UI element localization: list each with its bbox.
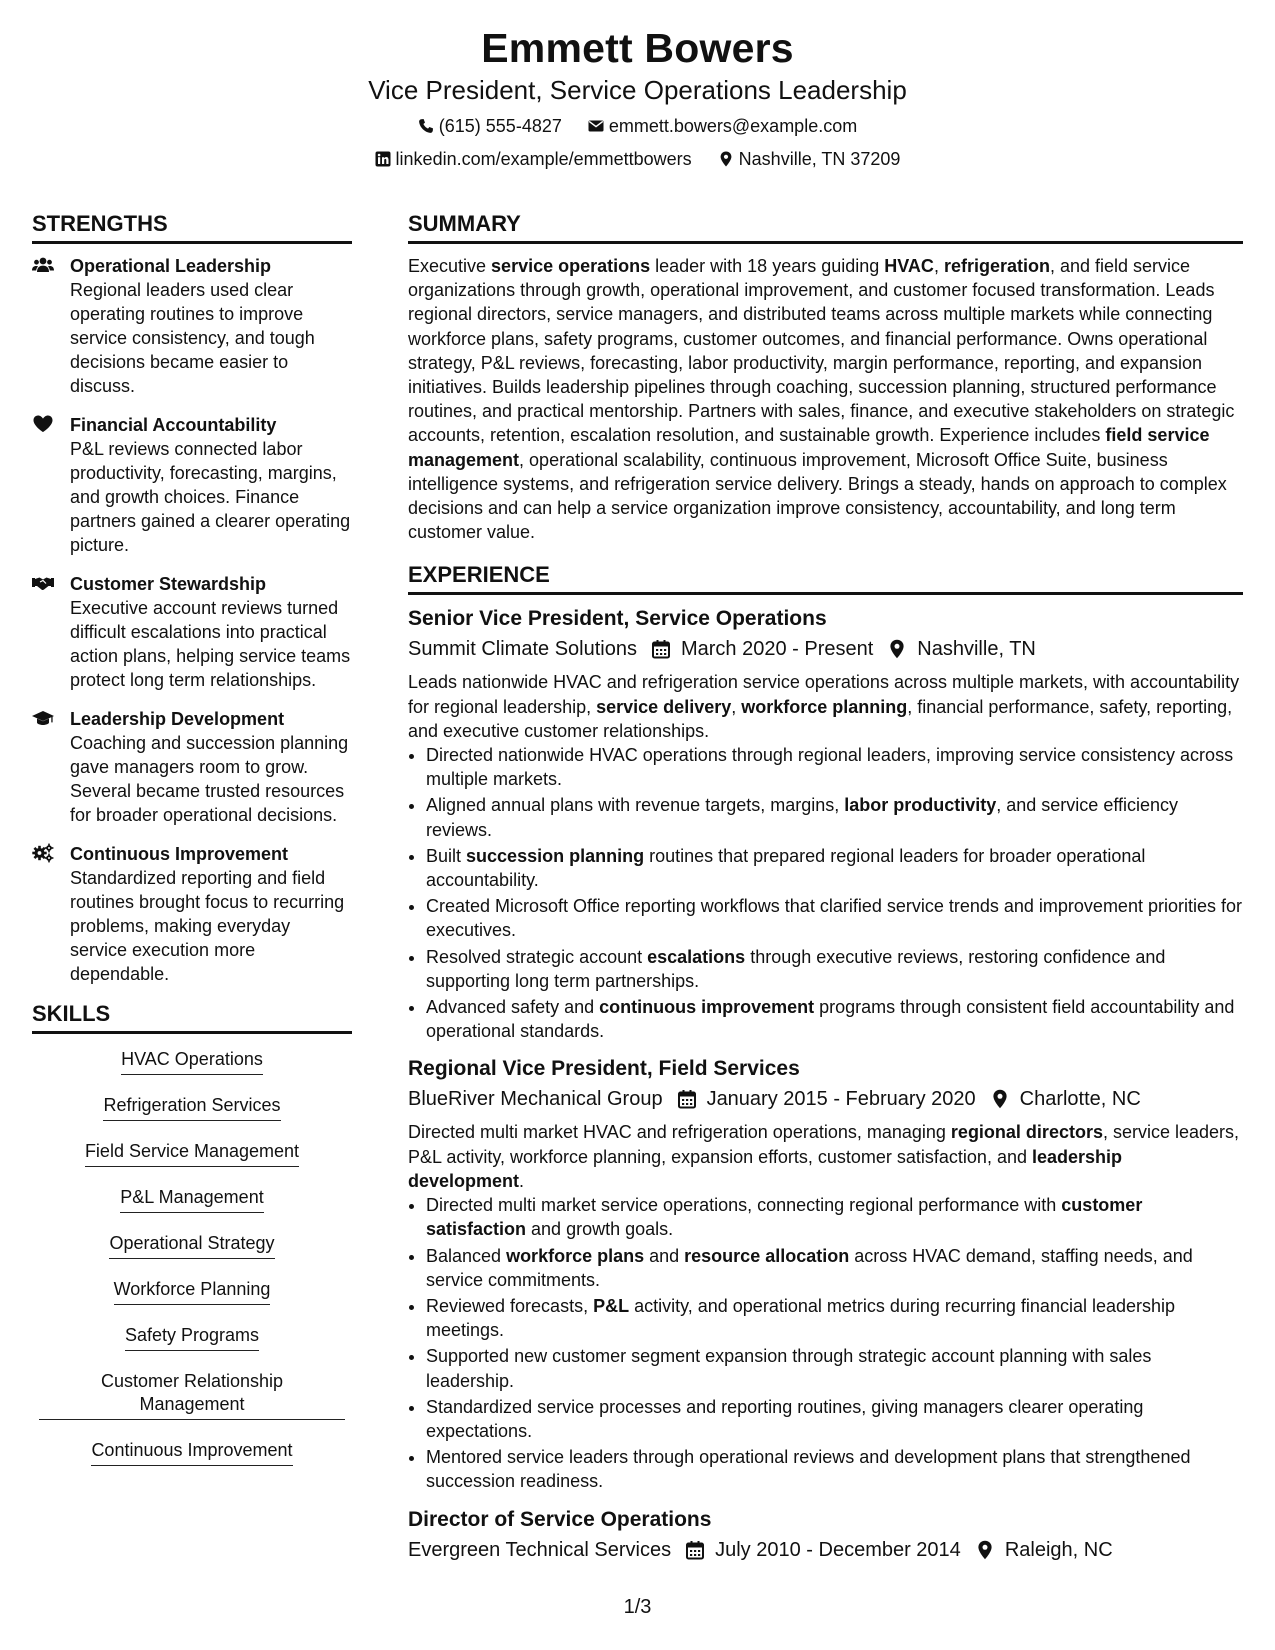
candidate-name: Emmett Bowers — [481, 25, 794, 71]
skill-tag: P&L Management — [120, 1186, 263, 1213]
users-icon — [32, 254, 70, 398]
skill-tag: Refrigeration Services — [103, 1094, 280, 1121]
strength-text — [70, 707, 352, 827]
email-address[interactable]: emmett.bowers@example.com — [608, 116, 858, 136]
job-dates: July 2010 - December 2014 — [715, 1538, 961, 1561]
strength-description: P&L reviews connected labor productivity, forecasting, margins, and growth choices. Finance partners gained a clearer operating picture. — [70, 439, 351, 555]
job-company: BlueRiver Mechanical Group — [408, 1088, 663, 1111]
job-entry — [408, 1506, 1243, 1564]
resume-header — [0, 0, 1275, 171]
strength-item — [32, 413, 352, 557]
job-company: Summit Climate Solutions — [408, 638, 637, 661]
job-bullet: • Balanced workforce plans and resource allocation across HVAC demand, staffing needs, and service commitments. — [426, 1244, 1243, 1292]
gears-icon — [32, 842, 70, 986]
job-location: Raleigh, NC — [1004, 1538, 1113, 1561]
job-description: Leads nationwide HVAC and refrigeration service operations across multiple markets, with accountability for regional leadership, service delivery, workforce planning, financial performance, safety, reporting, and executive customer relationships. — [408, 672, 1240, 741]
envelope-icon — [588, 118, 604, 134]
strength-name: Customer Stewardship — [70, 574, 267, 594]
job-bullets — [408, 1193, 1243, 1493]
strength-description: Executive account reviews turned difficult escalations into practical action plans, helping service teams protect long term relationships. — [70, 598, 351, 690]
experience-heading: EXPERIENCE — [408, 562, 1243, 595]
job-bullet: • Supported new customer segment expansion through strategic account planning with sales leadership. — [426, 1344, 1243, 1392]
job-bullets — [408, 743, 1243, 1043]
job-bullet: • Mentored service leaders through operational reviews and development plans that strengthened succession readiness. — [426, 1445, 1243, 1493]
strength-text — [70, 572, 352, 692]
strength-name: Leadership Development — [70, 709, 285, 729]
map-marker-icon — [975, 1540, 995, 1560]
job-bullet: • Built succession planning routines that prepared regional leaders for broader operational accountability. — [426, 844, 1243, 892]
summary-heading: SUMMARY — [408, 211, 1243, 244]
skill-tag: Workforce Planning — [114, 1278, 271, 1305]
job-title: Regional Vice President, Field Services — [408, 1057, 800, 1081]
calendar-icon — [651, 639, 671, 659]
location-text: Nashville, TN 37209 — [738, 149, 901, 169]
phone-contact — [418, 114, 562, 138]
job-entry — [408, 1055, 1243, 1493]
map-marker-icon — [718, 151, 734, 167]
strength-description: Coaching and succession planning gave managers room to grow. Several became trusted resources for broader operational decisions. — [70, 733, 349, 825]
map-marker-icon — [887, 639, 907, 659]
job-bullet: • Advanced safety and continuous improvement programs through consistent field accountability and operational standards. — [426, 995, 1243, 1043]
strength-item — [32, 572, 352, 692]
email-contact[interactable] — [588, 114, 857, 138]
contact-row-1 — [0, 114, 1275, 138]
strength-description: Regional leaders used clear operating routines to improve service consistency, and tough decisions became easier to discuss. — [70, 280, 315, 396]
strengths-heading: STRENGTHS — [32, 211, 352, 244]
job-description: Directed multi market HVAC and refrigeration operations, managing regional directors, service leaders, P&L activity, workforce planning, expansion efforts, customer satisfaction, and leadership development. — [408, 1122, 1240, 1191]
job-dates: January 2015 - February 2020 — [706, 1088, 976, 1111]
skill-tag: Continuous Improvement — [91, 1439, 292, 1466]
heart-icon — [32, 413, 70, 557]
skill-tag: Customer Relationship Management — [39, 1370, 345, 1420]
job-meta — [408, 1085, 1243, 1113]
job-bullet: • Directed nationwide HVAC operations through regional leaders, improving service consistency across multiple markets. — [426, 743, 1243, 791]
right-column — [408, 211, 1243, 1576]
map-marker-icon — [990, 1089, 1010, 1109]
strength-name: Continuous Improvement — [70, 844, 289, 864]
phone-number: (615) 555-4827 — [438, 116, 562, 136]
candidate-title: Vice President, Service Operations Leadership — [368, 75, 907, 105]
skills-list — [32, 1044, 352, 1485]
contact-row-2 — [0, 147, 1275, 171]
strength-item — [32, 254, 352, 398]
linkedin-icon — [375, 151, 391, 167]
page-number: 1/3 — [623, 1596, 652, 1618]
job-bullet: • Resolved strategic account escalations through executive reviews, restoring confidence and supporting long term partnerships. — [426, 945, 1243, 993]
graduation-cap-icon — [32, 707, 70, 827]
linkedin-contact[interactable] — [375, 147, 692, 171]
job-location: Charlotte, NC — [1019, 1088, 1141, 1111]
skill-tag: Safety Programs — [125, 1324, 259, 1351]
calendar-icon — [677, 1089, 697, 1109]
strength-name: Operational Leadership — [70, 256, 272, 276]
job-meta — [408, 635, 1243, 663]
job-meta — [408, 1536, 1243, 1564]
job-bullet: • Aligned annual plans with revenue targets, margins, labor productivity, and service efficiency reviews. — [426, 793, 1243, 841]
handshake-icon — [32, 572, 70, 692]
skill-tag: HVAC Operations — [121, 1048, 263, 1075]
strength-name: Financial Accountability — [70, 415, 277, 435]
job-bullet: • Standardized service processes and reporting routines, giving managers clearer operating expectations. — [426, 1395, 1243, 1443]
location-contact — [718, 147, 901, 171]
strength-text — [70, 254, 352, 398]
strength-text — [70, 842, 352, 986]
job-bullet: • Directed multi market service operations, connecting regional performance with customer satisfaction and growth goals. — [426, 1193, 1243, 1241]
strength-item — [32, 842, 352, 986]
experience-list — [408, 605, 1243, 1563]
job-entry — [408, 605, 1243, 1043]
job-bullet: • Reviewed forecasts, P&L activity, and operational metrics during recurring financial leadership meetings. — [426, 1294, 1243, 1342]
job-title: Director of Service Operations — [408, 1507, 712, 1531]
skill-tag: Operational Strategy — [109, 1232, 274, 1259]
calendar-icon — [685, 1540, 705, 1560]
strength-text — [70, 413, 352, 557]
skill-tag: Field Service Management — [85, 1140, 299, 1167]
job-company: Evergreen Technical Services — [408, 1538, 672, 1561]
job-title: Senior Vice President, Service Operations — [408, 607, 827, 631]
phone-icon — [418, 118, 434, 134]
skills-heading: SKILLS — [32, 1001, 352, 1034]
strengths-list — [32, 254, 352, 986]
left-column — [32, 211, 352, 1485]
job-bullet: • Created Microsoft Office reporting workflows that clarified service trends and improvement priorities for executives. — [426, 894, 1243, 942]
summary-text: Executive service operations leader with 18 years guiding HVAC, refrigeration, and field service organizations through growth, operational improvement, and customer focused transformation. Leads regional directors, service managers, and distributed teams across multiple markets while connecting workforce plans, safety programs, customer outcomes, and financial performance. Owns operational strategy, P&L reviews, forecasting, labor productivity, margin performance, reporting, and expansion initiatives. Builds leadership pipelines through coaching, succession planning, structured performance routines, and practical mentorship. Partners with sales, finance, and executive stakeholders on strategic accounts, retention, escalation resolution, and sustainable growth. Experience includes field service management, operational scalability, continuous improvement, Microsoft Office Suite, business intelligence systems, and refrigeration service delivery. Brings a steady, hands on approach to complex decisions and can help a service organization improve consistency, accountability, and long term customer value. — [408, 256, 1235, 543]
strength-description: Standardized reporting and field routines brought focus to recurring problems, making everyday service execution more dependable. — [70, 868, 345, 984]
job-location: Nashville, TN — [917, 638, 1036, 661]
linkedin-url[interactable]: linkedin.com/example/emmettbowers — [395, 149, 692, 169]
strength-item — [32, 707, 352, 827]
job-dates: March 2020 - Present — [680, 638, 874, 661]
